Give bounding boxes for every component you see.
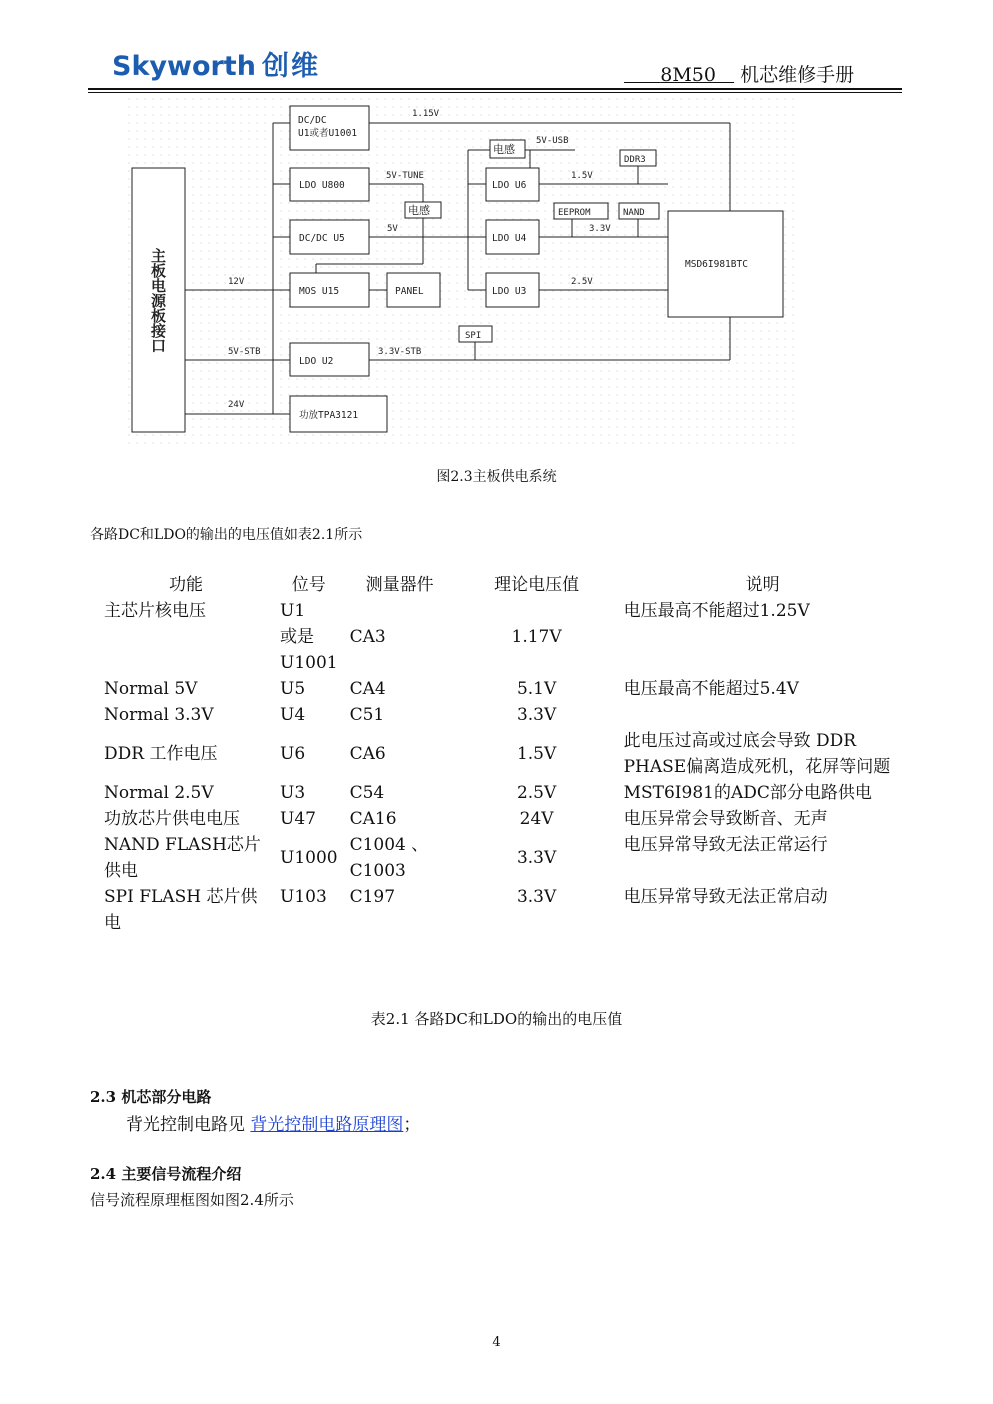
header-func: 功能 [169, 575, 203, 595]
header-rule-thin [88, 92, 902, 93]
cell-func: NAND FLASH芯片供电 [104, 835, 261, 881]
label-12v: 12V [228, 277, 245, 287]
power-supply-diagram [128, 98, 796, 444]
cell-note: MST6I981的ADC部分电路供电 [623, 783, 872, 803]
table-header-row [98, 572, 908, 598]
label-3-3v-stb: 3.3V-STB [378, 347, 422, 357]
table-row [98, 676, 908, 702]
cell-part: C1004 、C1003 [349, 835, 429, 881]
section-2-3-text [126, 1110, 420, 1135]
table-row [98, 780, 908, 806]
table-row [98, 598, 908, 624]
inductor-mid: 电感 [408, 204, 430, 217]
nand-block: NAND [623, 208, 645, 218]
cell-func: Normal 5V [104, 679, 198, 699]
backlight-schematic-link[interactable]: 背光控制电路原理图 [250, 1115, 404, 1135]
cell-part: C54 [349, 783, 385, 803]
cell-note: 电压最高不能超过1.25V [623, 601, 810, 621]
backlight-text: 背光控制电路见 [126, 1115, 245, 1135]
cell-pos: U6 [280, 744, 306, 764]
figure-caption: 图2.3主板供电系统 [436, 469, 557, 485]
cell-volt: 1.5V [516, 744, 557, 764]
label-5v-usb: 5V-USB [536, 136, 569, 146]
dcdc-u1-line1: DC/DC [298, 115, 327, 126]
ddr3-block: DDR3 [624, 155, 646, 165]
cell-pos: 或是 [280, 627, 314, 647]
doc-model: 8M50 [660, 64, 716, 86]
table-caption: 表2.1 各路DC和LDO的输出的电压值 [370, 1010, 623, 1028]
header-volt: 理论电压值 [494, 575, 580, 595]
cell-volt [456, 598, 618, 624]
cell-note: 电压异常导致无法正常运行 [623, 835, 828, 855]
soc-msd6i981btc: MSD6I981BTC [685, 259, 748, 270]
cell-volt: 1.17V [511, 627, 562, 647]
cell-part [344, 650, 456, 676]
cell-func: SPI FLASH 芯片供电 [104, 887, 258, 933]
cell-func: Normal 2.5V [104, 783, 214, 803]
cell-part: CA3 [349, 627, 386, 647]
voltage-table [98, 572, 908, 936]
cell-note [618, 624, 908, 650]
panel-block: PANEL [395, 286, 424, 297]
section-2-4-title: 2.4 主要信号流程介绍 [90, 1165, 242, 1183]
cell-volt: 3.3V [516, 705, 557, 725]
logo-en: Skyworth [112, 51, 256, 82]
cell-volt: 3.3V [516, 887, 557, 907]
eeprom-block: EEPROM [558, 208, 591, 218]
cell-volt [456, 650, 618, 676]
cell-pos: U1001 [280, 653, 338, 673]
doc-title [624, 60, 900, 90]
logo-cn: 创维 [261, 51, 320, 82]
cell-note: 电压异常会导致断音、无声 [623, 809, 828, 829]
page-number: 4 [492, 1335, 501, 1350]
cell-part: CA4 [349, 679, 386, 699]
cell-pos: U47 [280, 809, 316, 829]
table-row [98, 728, 908, 780]
cell-note: 电压最高不能超过5.4V [623, 679, 799, 699]
header-note: 说明 [745, 575, 780, 595]
ldo-u4: LDO U4 [492, 233, 527, 244]
cell-pos: U1000 [280, 848, 338, 868]
header-pos: 位号 [291, 575, 326, 595]
cell-part: C51 [349, 705, 385, 725]
cell-func: Normal 3.3V [104, 705, 214, 725]
table-row [98, 650, 908, 676]
cell-pos: U3 [280, 783, 306, 803]
cell-func: DDR 工作电压 [104, 744, 218, 764]
cell-func [98, 650, 274, 676]
ldo-u2: LDO U2 [299, 356, 334, 367]
main-power-interface-label: 主板电源板接口 [149, 248, 167, 353]
cell-pos: U103 [280, 887, 327, 907]
section-2-4-text: 信号流程原理框图如图2.4所示 [90, 1191, 294, 1209]
header-rule [88, 88, 902, 90]
mos-u15: MOS U15 [299, 286, 340, 297]
cell-note [618, 650, 908, 676]
cell-func: 主芯片核电压 [104, 601, 206, 621]
ldo-u6: LDO U6 [492, 180, 527, 191]
amp-tpa3121: 功放TPA3121 [299, 410, 359, 421]
cell-pos: U1 [280, 601, 306, 621]
cell-part [344, 598, 456, 624]
ldo-u800: LDO U800 [299, 180, 345, 191]
cell-part: CA6 [349, 744, 386, 764]
ldo-u3: LDO U3 [492, 286, 527, 297]
label-24v: 24V [228, 400, 245, 410]
section-2-3-title: 2.3 机芯部分电路 [90, 1088, 212, 1106]
cell-note: 此电压过高或过底会导致 DDR PHASE偏离造成死机，花屏等问题 [623, 731, 891, 777]
skyworth-logo [112, 44, 320, 83]
label-5v-stb: 5V-STB [228, 347, 261, 357]
label-1-15v: 1.15V [412, 109, 440, 119]
doc-title-text: 机芯维修手册 [740, 64, 855, 86]
cell-part: C197 [349, 887, 396, 907]
table-row [98, 624, 908, 650]
table-row [98, 884, 908, 936]
cell-volt: 24V [519, 809, 554, 829]
label-1-5v: 1.5V [571, 171, 593, 181]
intro-text: 各路DC和LDO的输出的电压值如表2.1所示 [90, 527, 363, 543]
table-row [98, 806, 908, 832]
cell-pos: U5 [280, 679, 306, 699]
label-5v-tune: 5V-TUNE [386, 171, 424, 181]
dcdc-u5: DC/DC U5 [299, 233, 345, 244]
cell-func [98, 624, 274, 650]
header-part: 测量器件 [365, 575, 434, 595]
table-row [98, 702, 908, 728]
cell-part: CA16 [349, 809, 397, 829]
cell-func: 功放芯片供电电压 [104, 809, 240, 829]
cell-volt: 5.1V [516, 679, 557, 699]
cell-note [618, 702, 908, 728]
label-3-3v: 3.3V [589, 224, 611, 234]
spi-block: SPI [465, 331, 482, 341]
inductor-top: 电感 [493, 143, 515, 156]
cell-note: 电压异常导致无法正常启动 [623, 887, 828, 907]
label-5v: 5V [387, 224, 398, 234]
backlight-suffix: ； [403, 1115, 421, 1135]
cell-pos: U4 [280, 705, 306, 725]
table-row [98, 832, 908, 884]
label-2-5v: 2.5V [571, 277, 593, 287]
dcdc-u1-line2: U1或者U1001 [298, 128, 358, 139]
cell-volt: 2.5V [516, 783, 557, 803]
cell-volt: 3.3V [516, 848, 557, 868]
